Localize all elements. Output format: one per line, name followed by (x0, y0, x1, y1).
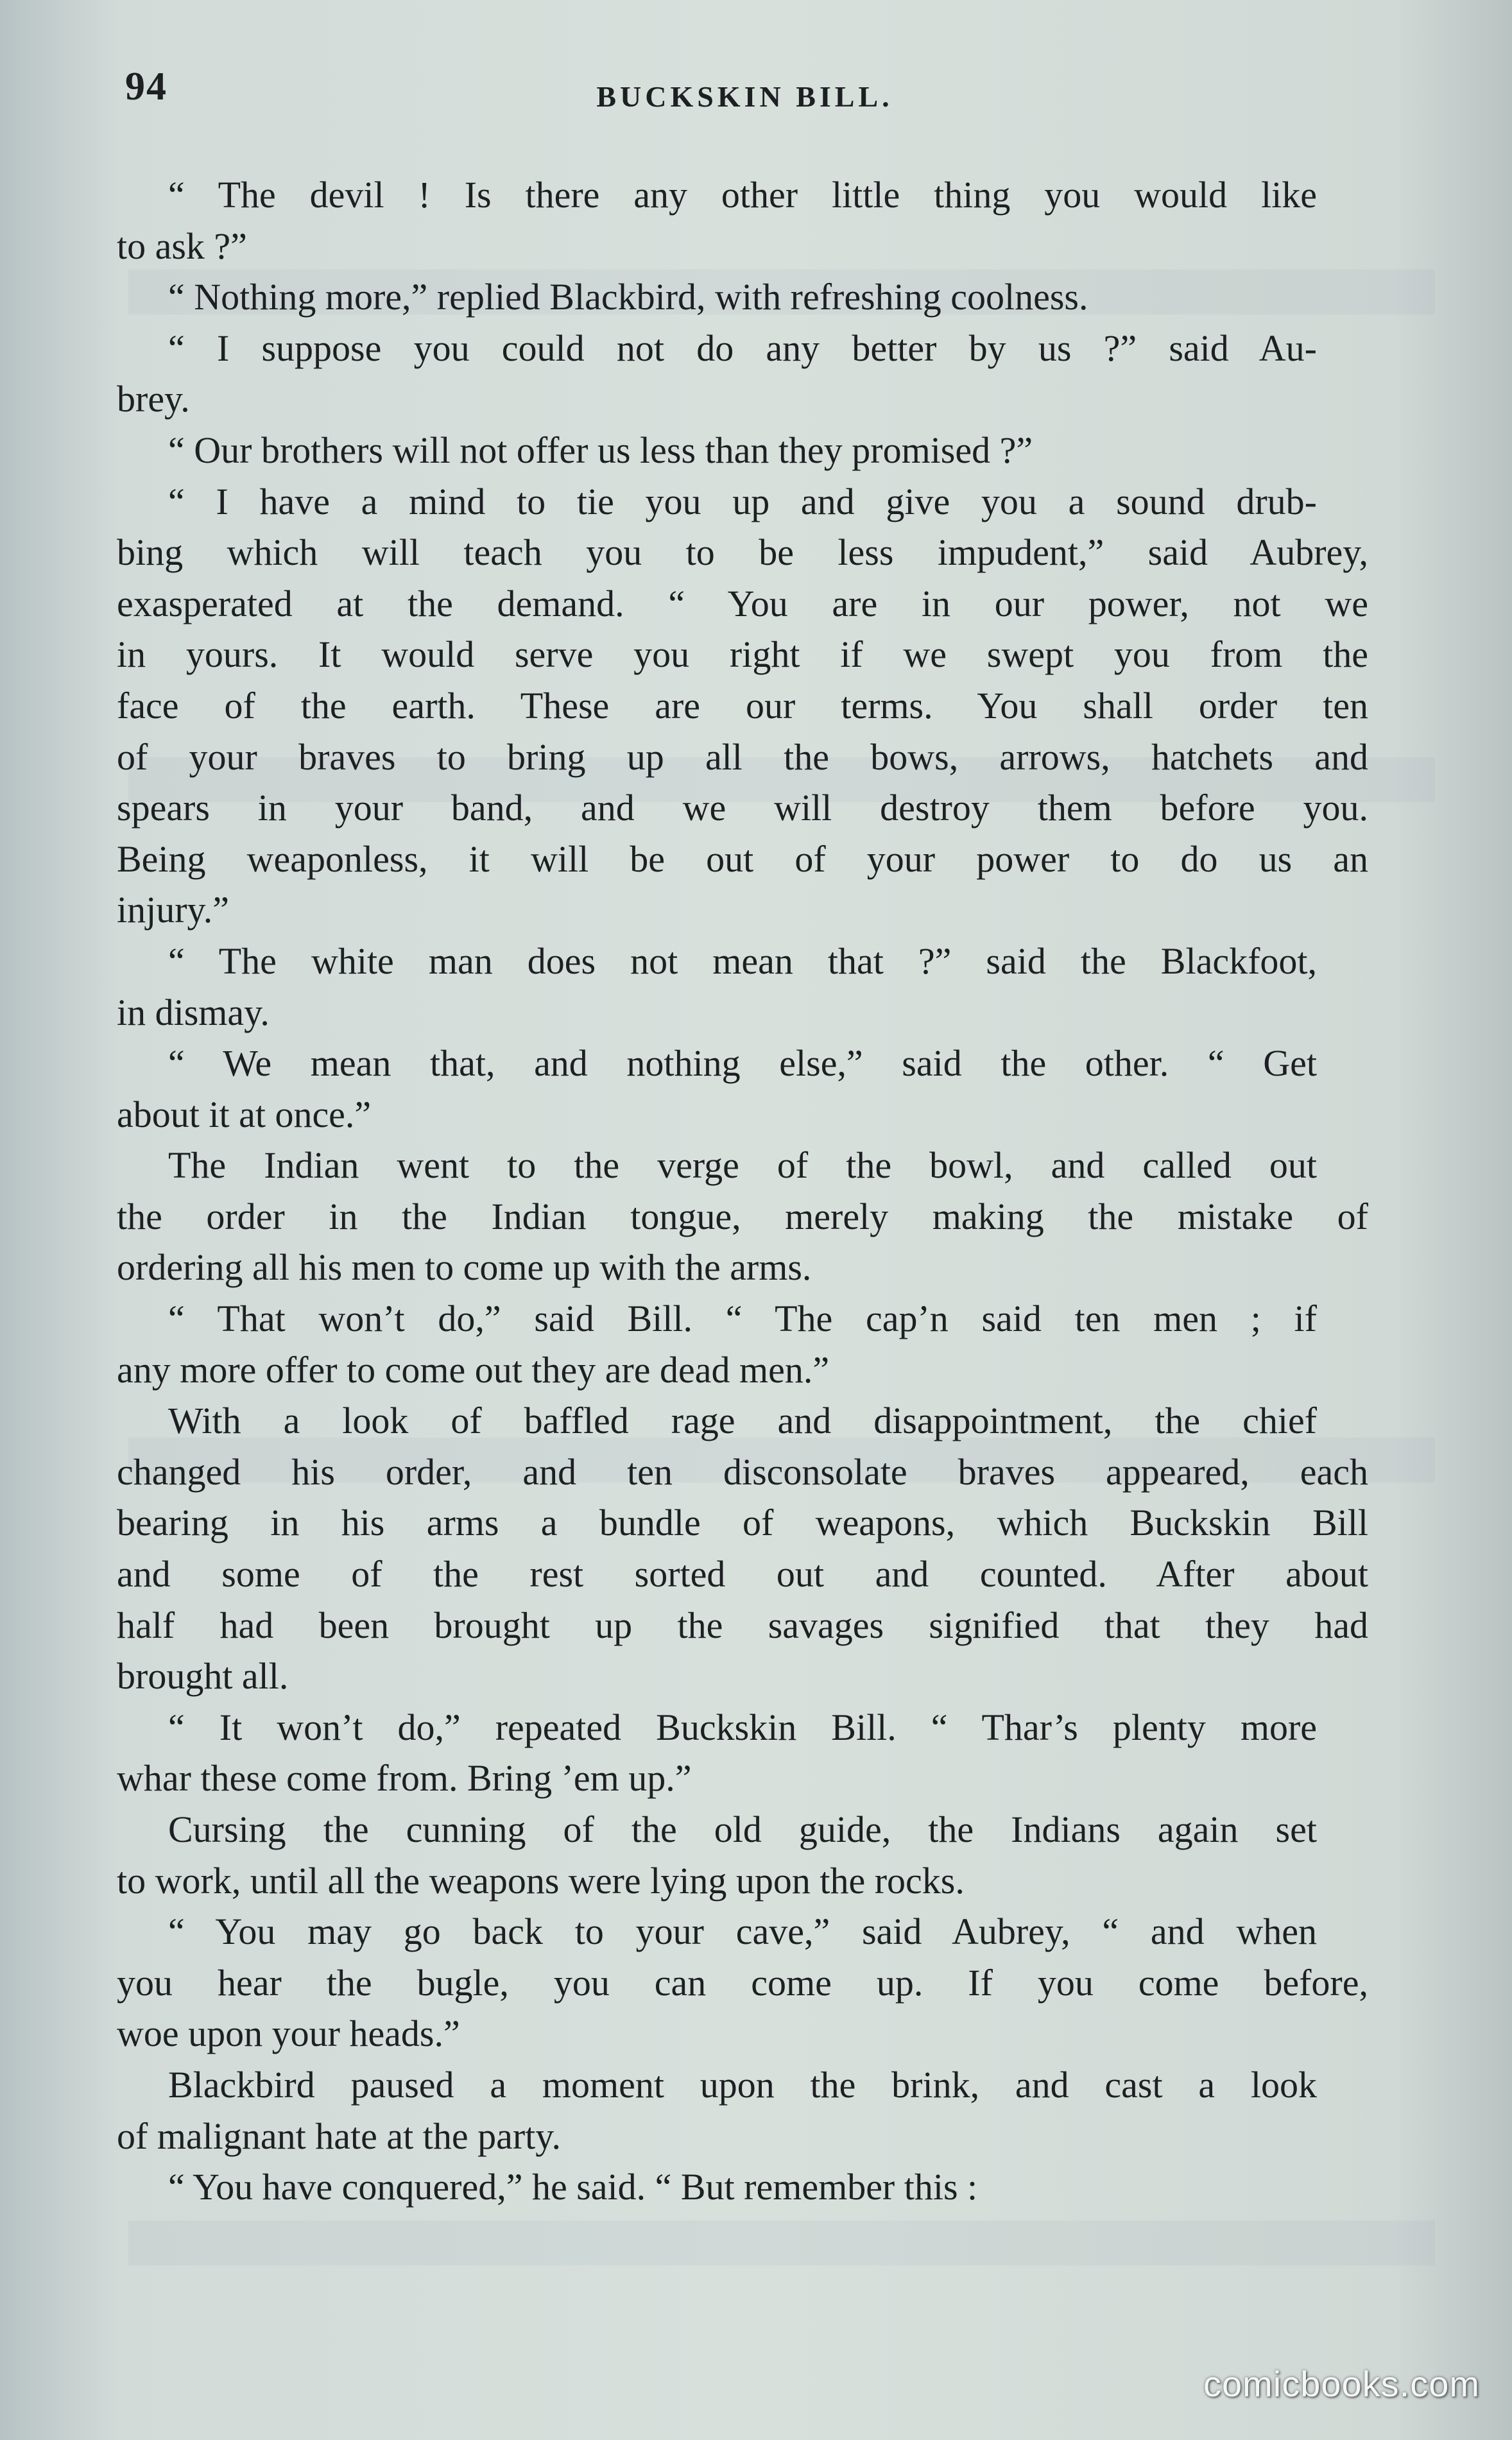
text-line: the order in the Indian tongue, merely making the mistake of (117, 1195, 1368, 1237)
text-line: to ask ?” (117, 225, 247, 267)
body-text (117, 169, 1368, 2213)
paragraph (117, 2059, 1368, 2161)
text-line: bing which will teach you to be less impudent,” said Aubrey, (117, 531, 1368, 574)
text-line: Blackbird paused a moment upon the brink, and cast a look (168, 2063, 1317, 2106)
text-line: brey. (117, 378, 190, 420)
show-through-shade (128, 2221, 1435, 2265)
paragraph (117, 1395, 1368, 1702)
text-line: injury.” (117, 889, 230, 931)
text-line: face of the earth. These are our terms. You shall order ten (117, 684, 1368, 726)
paragraph (117, 1702, 1368, 1804)
paragraph (117, 271, 1368, 323)
paragraph (117, 323, 1368, 425)
text-line: ordering all his men to come up with the arms. (117, 1246, 812, 1289)
paragraph (117, 1906, 1368, 2059)
text-line: whar these come from. Bring ’em up.” (117, 1757, 692, 1800)
paragraph (117, 1038, 1368, 1140)
text-line: in yours. It would serve you right if we swept you from the (117, 633, 1368, 676)
text-line: “ That won’t do,” said Bill. “ The cap’n said ten men ; if (168, 1298, 1317, 1340)
text-line: woe upon your heads.” (117, 2013, 460, 2055)
text-line: “ You may go back to your cave,” said Aubrey, “ and when (168, 1911, 1317, 1953)
paragraph (117, 1293, 1368, 1395)
text-line: “ I suppose you could not do any better by us ?” said Au- (168, 327, 1317, 369)
text-line: The Indian went to the verge of the bowl, and called out (168, 1144, 1317, 1187)
text-line: “ The devil ! Is there any other little thing you would like (168, 174, 1317, 216)
text-line: brought all. (117, 1655, 289, 1697)
text-line: “ You have conquered,” he said. “ But remember this : (168, 2166, 978, 2208)
paragraph (117, 476, 1368, 936)
page-header (119, 64, 1371, 128)
paragraph (117, 1140, 1368, 1293)
text-line: and some of the rest sorted out and counted. After about (117, 1553, 1368, 1595)
text-line: to work, until all the weapons were lying upon the rocks. (117, 1859, 965, 1902)
text-line: “ It won’t do,” repeated Buckskin Bill. “ Thar’s plenty more (168, 1706, 1317, 1748)
paragraph (117, 936, 1368, 1038)
text-line: of malignant hate at the party. (117, 2115, 561, 2157)
text-line: of your braves to bring up all the bows, arrows, hatchets and (117, 735, 1368, 778)
text-line: you hear the bugle, you can come up. If you come before, (117, 1961, 1368, 2004)
text-line: in dismay. (117, 991, 270, 1033)
text-line: “ I have a mind to tie you up and give you a sound drub- (168, 480, 1317, 522)
text-line: exasperated at the demand. “ You are in our power, not we (117, 582, 1368, 624)
paragraph (117, 1804, 1368, 1906)
text-line: “ Our brothers will not offer us less than they promised ?” (168, 429, 1033, 471)
text-line: With a look of baffled rage and disappointment, the chief (168, 1400, 1317, 1442)
paragraph (117, 2161, 1368, 2213)
text-line: “ We mean that, and nothing else,” said the other. “ Get (168, 1042, 1317, 1085)
text-line: any more offer to come out they are dead men.” (117, 1348, 830, 1391)
paragraph (117, 425, 1368, 476)
page-number: 94 (125, 65, 168, 108)
text-line: bearing in his arms a bundle of weapons, which Buckskin Bill (117, 1502, 1368, 1544)
text-line: spears in your band, and we will destroy them before you. (117, 787, 1368, 829)
paragraph (117, 169, 1368, 271)
text-line: about it at once.” (117, 1093, 372, 1135)
watermark: comicbooks.com (1203, 2364, 1480, 2404)
text-line: changed his order, and ten disconsolate braves appeared, each (117, 1450, 1368, 1493)
text-line: half had been brought up the savages signified that they had (117, 1604, 1368, 1646)
text-line: “ Nothing more,” replied Blackbird, with refreshing coolness. (168, 276, 1088, 318)
running-title: BUCKSKIN BILL. (596, 80, 893, 113)
text-line: Being weaponless, it will be out of your power to do us an (117, 838, 1368, 880)
text-line: Cursing the cunning of the old guide, the Indians again set (168, 1809, 1317, 1850)
text-line: “ The white man does not mean that ?” said the Blackfoot, (168, 940, 1317, 982)
